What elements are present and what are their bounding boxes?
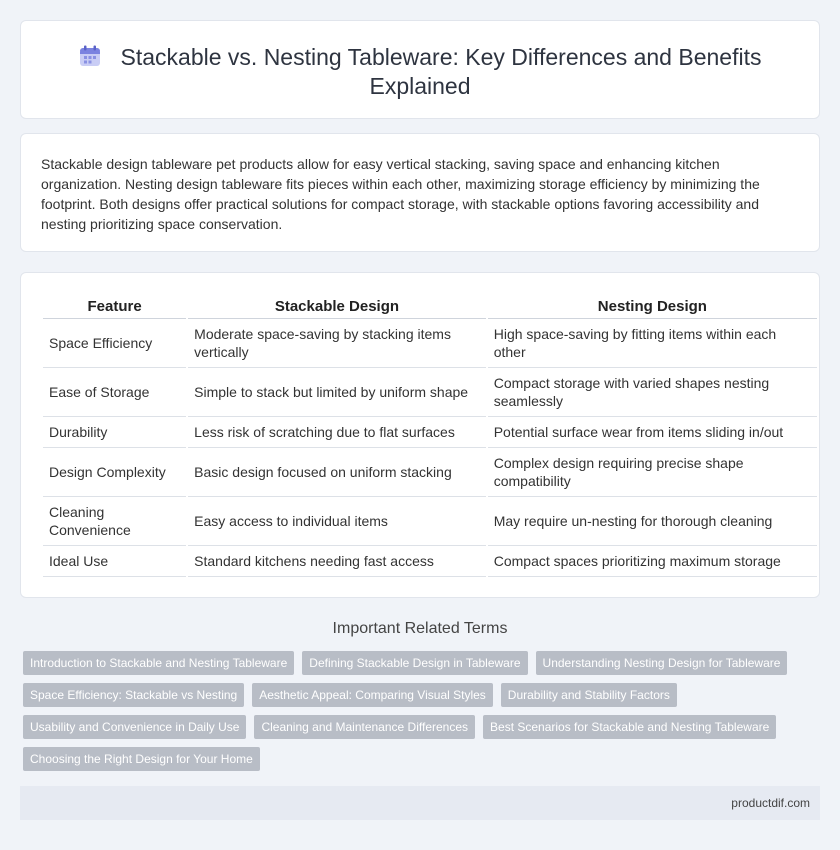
table-row bbox=[43, 448, 817, 497]
stackable-cell: Standard kitchens needing fast access bbox=[188, 546, 486, 577]
header-card bbox=[20, 20, 820, 119]
feature-cell: Design Complexity bbox=[43, 448, 186, 497]
related-term-tag[interactable]: Usability and Convenience in Daily Use bbox=[23, 715, 246, 739]
related-term-tag[interactable]: Choosing the Right Design for Your Home bbox=[23, 747, 260, 771]
column-header-feature: Feature bbox=[43, 295, 186, 319]
table-row bbox=[43, 497, 817, 546]
stackable-cell: Easy access to individual items bbox=[188, 497, 486, 546]
feature-cell: Cleaning Convenience bbox=[43, 497, 186, 546]
page-title-wrap bbox=[21, 43, 819, 101]
related-term-tag[interactable]: Defining Stackable Design in Tableware bbox=[302, 651, 527, 675]
table-row bbox=[43, 546, 817, 577]
related-term-tag[interactable]: Best Scenarios for Stackable and Nesting Tableware bbox=[483, 715, 776, 739]
feature-cell: Durability bbox=[43, 417, 186, 448]
stackable-cell: Less risk of scratching due to flat surfaces bbox=[188, 417, 486, 448]
related-term-tag[interactable]: Introduction to Stackable and Nesting Tableware bbox=[23, 651, 294, 675]
nesting-cell: Compact storage with varied shapes nesting seamlessly bbox=[488, 368, 817, 417]
footer bbox=[20, 786, 820, 820]
nesting-cell: May require un-nesting for thorough cleaning bbox=[488, 497, 817, 546]
nesting-cell: Compact spaces prioritizing maximum storage bbox=[488, 546, 817, 577]
related-term-tag[interactable]: Durability and Stability Factors bbox=[501, 683, 677, 707]
related-term-tag[interactable]: Aesthetic Appeal: Comparing Visual Styles bbox=[252, 683, 493, 707]
related-term-tag[interactable]: Understanding Nesting Design for Tableware bbox=[536, 651, 788, 675]
nesting-cell: High space-saving by fitting items within each other bbox=[488, 319, 817, 368]
table-row bbox=[43, 319, 817, 368]
related-terms-list bbox=[23, 651, 803, 771]
calendar-icon bbox=[79, 45, 101, 67]
stackable-cell: Simple to stack but limited by uniform shape bbox=[188, 368, 486, 417]
comparison-card bbox=[20, 272, 820, 598]
feature-cell: Ease of Storage bbox=[43, 368, 186, 417]
column-header-stackable: Stackable Design bbox=[188, 295, 486, 319]
related-terms-heading: Important Related Terms bbox=[332, 620, 508, 637]
nesting-cell: Potential surface wear from items sliding in/out bbox=[488, 417, 817, 448]
table-row bbox=[43, 417, 817, 448]
related-term-tag[interactable]: Cleaning and Maintenance Differences bbox=[254, 715, 475, 739]
column-header-nesting: Nesting Design bbox=[488, 295, 817, 319]
feature-cell: Space Efficiency bbox=[43, 319, 186, 368]
intro-card bbox=[20, 133, 820, 252]
table-row bbox=[43, 368, 817, 417]
stackable-cell: Basic design focused on uniform stacking bbox=[188, 448, 486, 497]
page-title: Stackable vs. Nesting Tableware: Key Differences and Benefits Explained bbox=[120, 44, 762, 99]
stackable-cell: Moderate space-saving by stacking items vertically bbox=[188, 319, 486, 368]
nesting-cell: Complex design requiring precise shape compatibility bbox=[488, 448, 817, 497]
comparison-table bbox=[41, 295, 819, 577]
intro-paragraph: Stackable design tableware pet products allow for easy vertical stacking, saving space and enhancing kitchen organization. Nesting design tableware fits pieces within each other, maximizing storage efficiency by minimizing the footprint. Both designs offer practical solutions for compact storage, with stackable options favoring accessibility and nesting prioritizing space conservation. bbox=[41, 156, 760, 232]
table-header-row bbox=[43, 295, 817, 319]
feature-cell: Ideal Use bbox=[43, 546, 186, 577]
footer-site-name: productdif.com bbox=[731, 796, 810, 810]
related-term-tag[interactable]: Space Efficiency: Stackable vs Nesting bbox=[23, 683, 244, 707]
